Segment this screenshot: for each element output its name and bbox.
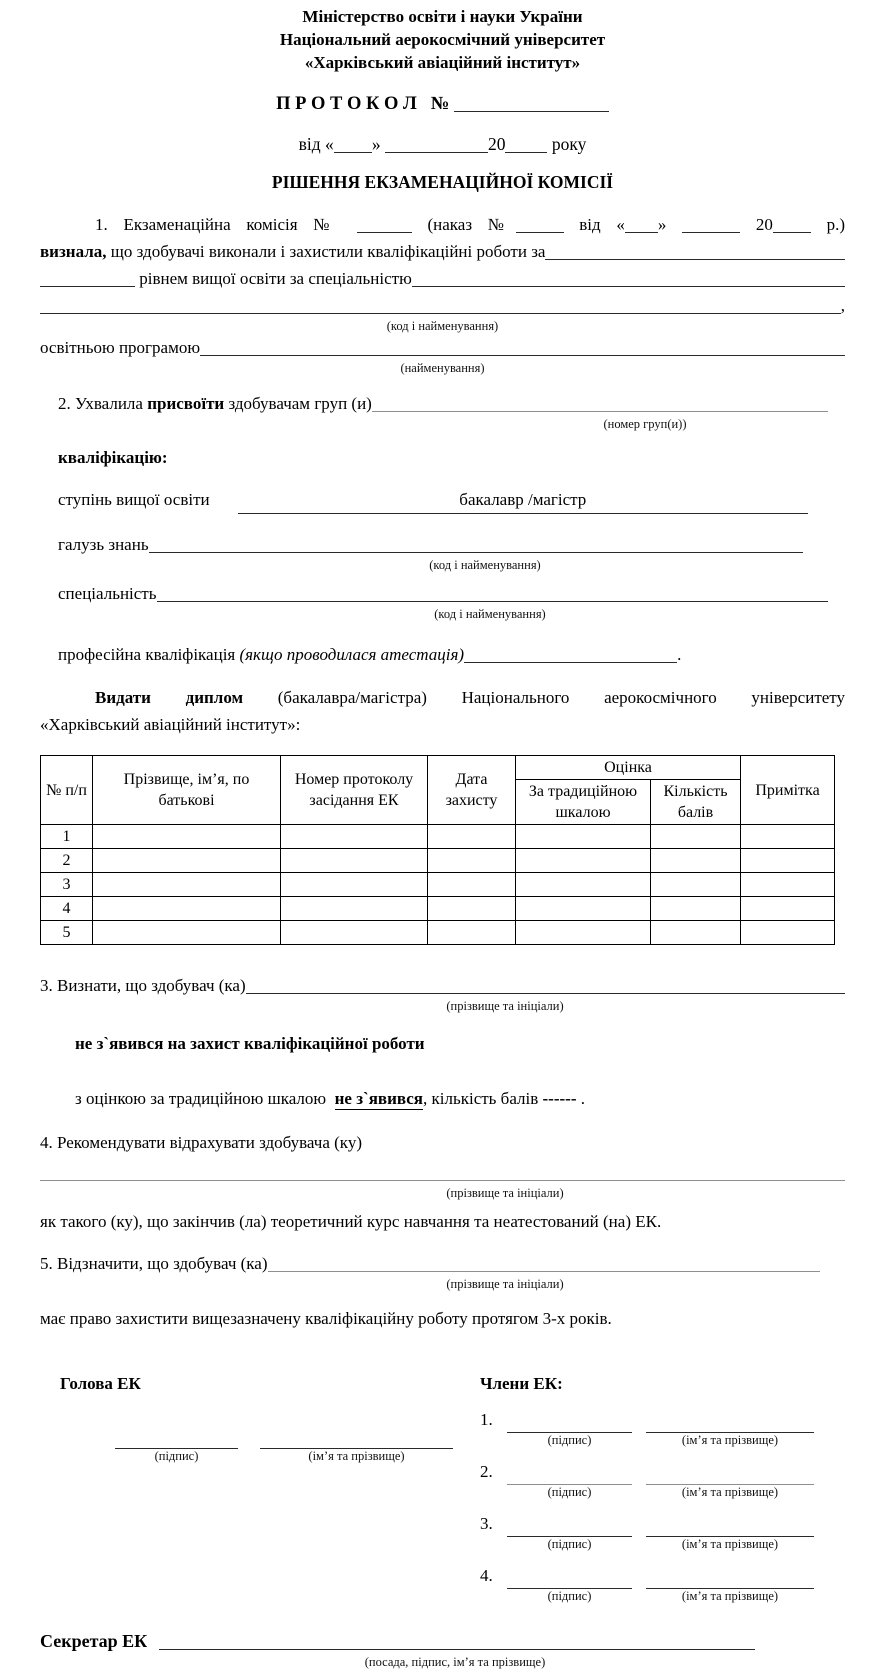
s1-order-year: 20 — [755, 215, 773, 234]
grade-trad-cell — [516, 825, 651, 849]
date-close-quote: » — [371, 134, 381, 154]
section-3-line-1 — [40, 972, 845, 999]
note-cell — [741, 873, 835, 897]
protocol-cell — [281, 897, 428, 921]
date-suffix: року — [551, 134, 587, 154]
order-day-blank — [625, 231, 658, 233]
grade-points-cell — [651, 873, 741, 897]
specialty-blank — [157, 601, 829, 602]
protocol-title-line — [40, 94, 845, 115]
note-cell — [741, 849, 835, 873]
member-signature-row — [480, 1408, 845, 1448]
s1-comma: , — [840, 296, 845, 315]
member-name-blank — [646, 1564, 814, 1589]
section-1-line-2 — [40, 238, 845, 265]
table-row — [41, 921, 835, 945]
member-number: 2. — [480, 1462, 493, 1481]
section-4-line-2: як такого (ку), що закінчив (ла) теоретичний курс навчання та неатестований (на) ЕК. — [40, 1212, 662, 1231]
secretary-blank — [159, 1649, 755, 1650]
prof-condition-italic: (якщо проводилася атестація) — [239, 645, 465, 664]
section-1-line-4 — [40, 292, 845, 319]
spacer — [480, 1485, 507, 1500]
s1-decided-text: що здобувачі виконали і захистили кваліфікаційні роботи за — [110, 242, 546, 261]
protocol-cell — [281, 849, 428, 873]
section-2-line-1 — [58, 390, 845, 417]
date-year-blank — [505, 151, 547, 153]
member-name-blank — [646, 1408, 814, 1433]
sign-caption: (підпис) — [547, 1485, 592, 1499]
s1-level-text: рівнем вищої освіти за спеціальністю — [139, 269, 412, 288]
section-2 — [40, 390, 845, 668]
s2-groups-text: здобувачам груп (и) — [228, 394, 372, 413]
row-number-cell: 4 — [41, 897, 93, 921]
name-caption: (ім’я та прізвище) — [681, 1485, 779, 1499]
university-line: Національний аерокосмічний університет — [279, 30, 606, 49]
program-blank — [200, 355, 845, 356]
order-number-blank — [516, 231, 564, 233]
member-number: 1. — [480, 1410, 493, 1429]
decision-title: РІШЕННЯ ЕКЗАМЕНАЦІЙНОЇ КОМІСІЇ — [271, 172, 614, 192]
date-day-blank — [334, 151, 372, 153]
s1-order-text: (наказ № — [427, 215, 516, 234]
spacer — [480, 1433, 507, 1448]
col-header-note: Примітка — [741, 756, 835, 825]
s3-no-show-underlined: не з`явився — [334, 1089, 423, 1108]
member-sign-blank — [507, 1408, 632, 1433]
section-1 — [40, 211, 845, 376]
note-cell — [741, 921, 835, 945]
degree-line — [58, 486, 845, 514]
member-number: 3. — [480, 1514, 493, 1533]
member-sign-blank — [507, 1564, 632, 1589]
name-caption: (ім’я та прізвище) — [308, 1449, 405, 1463]
group-number-blank — [372, 411, 828, 412]
name-cell — [93, 825, 281, 849]
date-year-prefix: 20 — [487, 134, 506, 154]
s1-close-quote: » — [657, 215, 667, 234]
protocol-cell — [281, 873, 428, 897]
col-header-name: Прізвище, ім’я, по батькові — [93, 756, 281, 825]
head-sign-blank — [115, 1424, 238, 1449]
s2-assign-bold: присвоїти — [147, 394, 225, 413]
s3-score-line — [40, 1085, 845, 1112]
head-name-blank — [260, 1424, 453, 1449]
s5-name-caption: (прізвище та ініціали) — [446, 1277, 564, 1291]
specialty-code-caption: (код і найменування) — [434, 607, 546, 621]
row-number-cell: 5 — [41, 921, 93, 945]
note-cell — [741, 825, 835, 849]
field-of-knowledge-line — [58, 531, 845, 558]
date-prefix: від « — [298, 134, 334, 154]
s3-no-show-bold: не з`явився на захист кваліфікаційної роботи — [75, 1034, 425, 1053]
col-header-defense-date: Дата захисту — [428, 756, 516, 825]
specialty-caption: (код і найменування) — [386, 319, 499, 333]
spacer — [480, 1589, 507, 1604]
date-cell — [428, 897, 516, 921]
table-row — [41, 825, 835, 849]
member-number: 4. — [480, 1566, 493, 1585]
protocol-number-blank — [454, 110, 609, 112]
field-caption: (код і найменування) — [429, 558, 541, 572]
section-5-line-1 — [40, 1250, 845, 1277]
prof-label: професійна кваліфікація — [58, 645, 236, 664]
date-cell — [428, 825, 516, 849]
members-label: Члени ЕК: — [480, 1374, 563, 1393]
secretary-block — [40, 1628, 845, 1670]
date-cell — [428, 849, 516, 873]
grade-trad-cell — [516, 849, 651, 873]
protocol-number-sign: № — [430, 94, 450, 114]
diploma-bold: Видати диплом — [95, 688, 244, 707]
order-year-blank — [773, 231, 811, 233]
section-1-line-5 — [40, 334, 845, 361]
s3-points-text: , кількість балів — [423, 1089, 539, 1108]
name-cell — [93, 921, 281, 945]
prof-dot: . — [677, 645, 682, 664]
member-name-blank — [646, 1512, 814, 1537]
institute-line: «Харківський авіаційний інститут» — [304, 53, 581, 72]
section-5-line-2: має право захистити вищезазначену кваліфікаційну роботу протягом 3-х років. — [40, 1309, 612, 1328]
date-cell — [428, 873, 516, 897]
s3-name-caption: (прізвище та ініціали) — [446, 999, 564, 1013]
diploma-line-2: «Харківський авіаційний інститут»: — [40, 715, 301, 734]
commission-number-blank — [357, 231, 412, 233]
secretary-caption: (посада, підпис, ім’я та прізвище) — [364, 1655, 546, 1669]
name-cell — [93, 897, 281, 921]
protocol-cell — [281, 921, 428, 945]
col-header-number: № п/п — [41, 756, 93, 825]
grade-points-cell — [651, 921, 741, 945]
section-1-line-3 — [40, 265, 845, 292]
member-sign-blank — [507, 1460, 632, 1485]
date-cell — [428, 921, 516, 945]
col-header-protocol: Номер протоколу засідання ЕК — [281, 756, 428, 825]
protocol-cell — [281, 825, 428, 849]
s1-decided-bold: визнала, — [40, 242, 107, 261]
grade-trad-cell — [516, 921, 651, 945]
specialty-blank-1 — [412, 286, 845, 287]
member-signature-row — [480, 1512, 845, 1552]
sign-caption: (підпис) — [547, 1433, 592, 1447]
grade-trad-cell — [516, 897, 651, 921]
table-row — [41, 849, 835, 873]
diploma-paragraph — [40, 684, 845, 738]
note-cell — [741, 897, 835, 921]
qualification-label: кваліфікацію: — [58, 448, 168, 467]
col-header-grade-traditional: За традиційною шкалою — [516, 780, 651, 825]
head-label: Голова ЕК — [60, 1374, 141, 1393]
protocol-title: П Р О Т О К О Л — [276, 94, 417, 114]
s3-dot: . — [580, 1089, 585, 1108]
row-number-cell: 1 — [41, 825, 93, 849]
grade-points-cell — [651, 897, 741, 921]
specialty-blank-2 — [40, 313, 841, 314]
s2-resolved-text: 2. Ухвалила — [58, 394, 143, 413]
member-signature-row — [480, 1564, 845, 1604]
s5-note-text: 5. Відзначити, що здобувач (ка) — [40, 1254, 268, 1273]
section-4 — [40, 1129, 845, 1235]
degree-value-blank — [238, 486, 808, 514]
education-level-blank-2 — [40, 285, 135, 287]
s4-name-blank — [40, 1180, 845, 1181]
s3-recognize-text: 3. Визнати, що здобувач (ка) — [40, 976, 246, 995]
section-3 — [40, 972, 845, 1112]
field-blank — [149, 552, 803, 553]
s3-dashes: ------ — [542, 1089, 577, 1108]
name-caption: (ім’я та прізвище) — [681, 1433, 779, 1447]
field-label: галузь знань — [58, 535, 149, 554]
table-row — [41, 897, 835, 921]
grade-points-cell — [651, 849, 741, 873]
ministry-line: Міністерство освіти і науки України — [302, 7, 583, 26]
col-header-grade-points: Кількість балів — [651, 780, 741, 825]
member-name-blank — [646, 1460, 814, 1485]
sign-caption: (підпис) — [547, 1589, 592, 1603]
head-signature-row — [115, 1424, 480, 1464]
s4-name-caption: (прізвище та ініціали) — [446, 1186, 564, 1200]
diploma-text: (бакалавра/магістра) Національного аерокосмічного університету — [277, 688, 845, 707]
group-number-caption: (номер груп(и)) — [603, 417, 687, 431]
secretary-label: Секретар ЕК — [40, 1631, 148, 1651]
s1-order-date-text: від « — [579, 215, 625, 234]
name-cell — [93, 873, 281, 897]
prof-qualification-blank — [464, 661, 677, 663]
name-cell — [93, 849, 281, 873]
program-caption: (найменування) — [400, 361, 485, 375]
s3-name-blank — [246, 993, 845, 994]
degree-value: бакалавр /магістр — [459, 490, 587, 509]
graduates-table — [40, 755, 835, 945]
section-5 — [40, 1250, 845, 1332]
spacer — [480, 1537, 507, 1552]
signatures-block — [40, 1372, 845, 1604]
degree-label: ступінь вищої освіти — [58, 490, 210, 509]
row-number-cell: 2 — [41, 849, 93, 873]
secretary-line — [40, 1628, 845, 1655]
grade-trad-cell — [516, 873, 651, 897]
diploma-line-1 — [40, 684, 845, 711]
s1-order-end: р.) — [826, 215, 846, 234]
col-header-grade: Оцінка — [516, 756, 741, 780]
members-signature-column — [480, 1372, 845, 1604]
row-number-cell: 3 — [41, 873, 93, 897]
s5-name-blank — [268, 1271, 820, 1272]
order-month-blank — [682, 231, 740, 233]
head-signature-column — [40, 1372, 480, 1604]
sign-caption: (підпис) — [547, 1537, 592, 1551]
table-row — [41, 873, 835, 897]
date-line — [40, 134, 845, 155]
name-caption: (ім’я та прізвище) — [681, 1537, 779, 1551]
specialty-line — [58, 580, 845, 607]
s1-commission-text: 1. Екзаменаційна комісія № — [95, 215, 341, 234]
member-sign-blank — [507, 1512, 632, 1537]
sign-caption: (підпис) — [154, 1449, 199, 1463]
grade-points-cell — [651, 825, 741, 849]
specialty-label: спеціальність — [58, 584, 157, 603]
professional-qualification-line — [58, 641, 845, 668]
name-caption: (ім’я та прізвище) — [681, 1589, 779, 1603]
section-1-line-1 — [40, 211, 845, 238]
education-level-blank-1 — [545, 259, 845, 260]
member-signature-row — [480, 1460, 845, 1500]
section-4-line-1: 4. Рекомендувати відрахувати здобувача (ку) — [40, 1133, 362, 1152]
date-month-blank — [385, 151, 488, 153]
s1-program-label: освітньою програмою — [40, 338, 201, 357]
s3-score-text: з оцінкою за традиційною шкалою — [75, 1089, 327, 1108]
